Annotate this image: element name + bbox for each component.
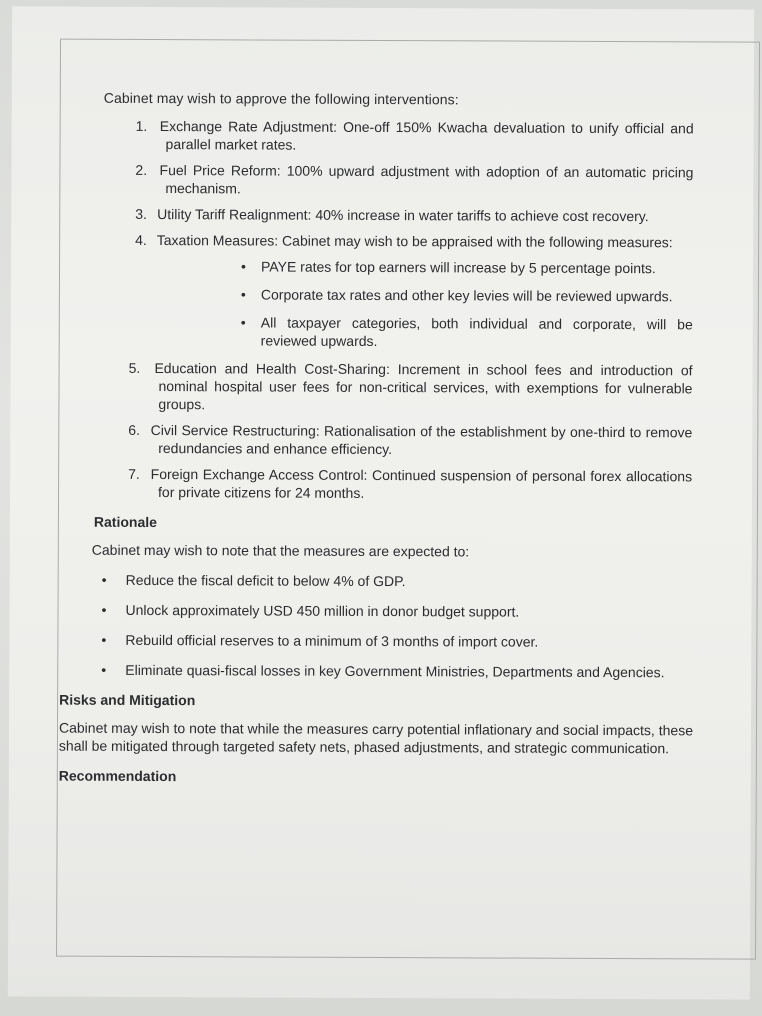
rationale-intro: Cabinet may wish to note that the measures are expected to: [91,541,470,560]
intervention-text: Civil Service Restructuring: Rationalisation of the establishment by one-third to remove redundancies and enhance efficiency. [150,421,693,458]
intervention-text: Utility Tariff Realignment: 40% increase in water tariffs to achieve cost recovery. [157,206,649,225]
tax-bullet [165,257,693,277]
bullet-icon: • [240,286,246,303]
bullet-icon: • [101,601,107,618]
rationale-item-text: Eliminate quasi-fiscal losses in key Government Ministries, Departments and Agencies. [125,661,665,681]
risks-text: Cabinet may wish to note that while the measures carry potential inflationary and social impacts, these shall be mitigated through targeted safety nets, phased adjustments, and strategic communication. [58,719,694,757]
rationale-item [65,631,695,652]
intervention-1 [68,117,698,156]
bullet-icon: • [240,314,246,331]
tax-bullet-text: All taxpayer categories, both individual and corporate, will be reviewed upwards. [260,314,693,349]
intervention-number: 3. [135,205,147,222]
bullet-icon: • [240,258,246,275]
rationale-item-text: Reduce the fiscal deficit to below 4% of GDP. [125,571,406,590]
intervention-5 [60,359,696,416]
intervention-2 [67,161,697,200]
tax-bullet-text: Corporate tax rates and other key levies will be reviewed upwards. [260,286,673,305]
intervention-text: Taxation Measures: Cabinet may wish to be appraised with the following measures: [156,232,673,251]
interventions-list [66,117,698,504]
intervention-number: 2. [135,161,148,178]
tax-bullet-text: PAYE rates for top earners will increase by 5 percentage points. [260,258,656,277]
intervention-number: 4. [135,231,147,248]
rationale-item-text: Rebuild official reserves to a minimum of 3 months of import cover. [125,631,539,650]
intervention-3 [67,205,697,226]
intervention-4 [67,231,698,352]
rationale-item [65,601,695,622]
interventions-intro: Cabinet may wish to approve the following interventions: [103,89,459,108]
intervention-7 [60,465,696,504]
intervention-6 [60,421,696,460]
rationale-item [66,571,696,592]
risks-heading: Risks and Mitigation [59,691,196,709]
bullet-icon: • [101,571,107,588]
intervention-number: 7. [128,465,140,482]
intervention-number: 5. [128,359,141,376]
intervention-number: 6. [128,421,141,438]
intervention-text: Exchange Rate Adjustment: One-off 150% Kwacha devaluation to unify official and parallel market rates. [159,118,694,153]
rationale-heading: Rationale [93,513,157,531]
tax-bullet [165,285,693,305]
document-page [8,6,754,999]
tax-bullet [165,313,693,351]
taxation-bullets [165,257,693,351]
intervention-text: Fuel Price Reform: 100% upward adjustment with adoption of an automatic pricing mechanism. [159,162,694,197]
rationale-list [65,571,695,682]
intervention-text: Foreign Exchange Access Control: Continued suspension of personal forex allocations for private citizens for 24 months. [150,465,693,501]
recommendation-heading: Recommendation [58,767,177,785]
rationale-item [65,661,695,682]
document-body [58,89,698,798]
bullet-icon: • [101,661,107,678]
rationale-item-text: Unlock approximately USD 450 million in donor budget support. [125,601,520,620]
intervention-number: 1. [135,117,148,134]
bullet-icon: • [101,631,107,648]
intervention-text: Education and Health Cost-Sharing: Increment in school fees and introduction of nominal hospital user fees for non-critical services, with exemptions for vulnerable groups. [154,360,693,413]
